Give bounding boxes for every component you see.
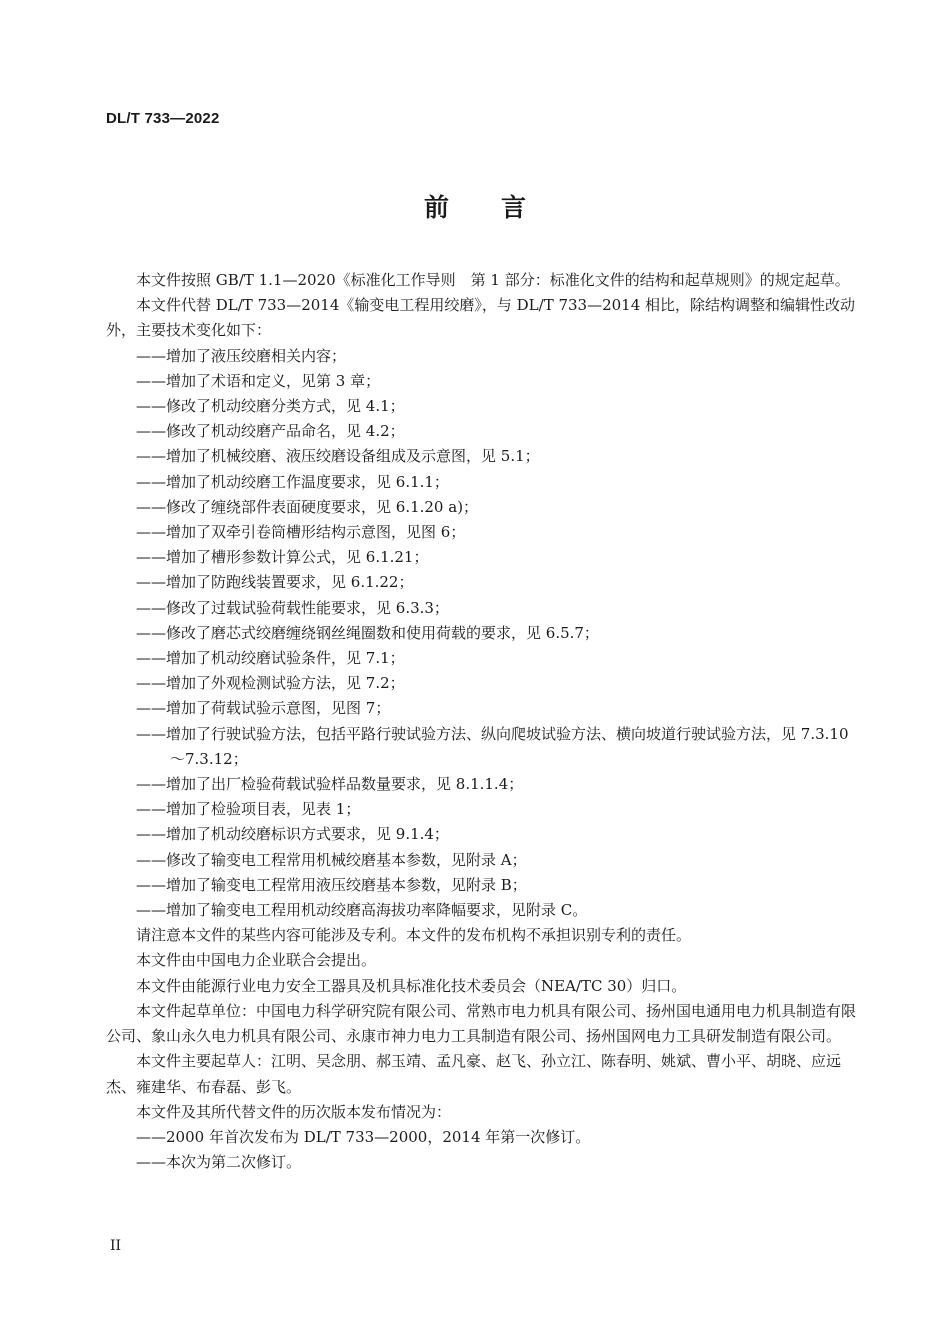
- committee-note: 本文件由能源行业电力安全工器具及机具标准化技术委员会（NEA/TC 30）归口。: [136, 976, 687, 995]
- intro-paragraph-1: 本文件按照 GB/T 1.1—2020《标准化工作导则 第 1 部分：标准化文件的结构和起草规则》的规定起草。: [136, 271, 850, 289]
- change-item: ——增加了防跑线装置要求，见 6.1.22；: [136, 573, 414, 592]
- page-number: II: [110, 1238, 122, 1254]
- page-title: 前言: [423, 193, 578, 222]
- history-intro: 本文件及其所代替文件的历次版本发布情况为：: [136, 1102, 452, 1121]
- change-item: ——增加了行驶试验方法，包括平路行驶试验方法、纵向爬坡试验方法、横向坡道行驶试验方法，见 7.3.10～7.3.12；: [136, 724, 849, 768]
- change-item: ——增加了检验项目表，见表 1；: [136, 800, 361, 819]
- document-body: [106, 268, 858, 1175]
- change-item: ——增加了槽形参数计算公式，见 6.1.21；: [136, 548, 429, 567]
- history-item: ——2000 年首次发布为 DL/T 733—2000，2014 年第一次修订。: [136, 1127, 591, 1146]
- change-item: ——增加了机械绞磨、液压绞磨设备组成及示意图，见 5.1；: [136, 447, 540, 466]
- change-item: ——增加了液压绞磨相关内容；: [136, 346, 347, 365]
- change-item: ——增加了术语和定义，见第 3 章；: [136, 371, 381, 390]
- change-item: ——修改了机动绞磨产品命名，见 4.2；: [136, 422, 405, 441]
- change-item: ——增加了双牵引卷筒槽形结构示意图，见图 6；: [136, 523, 466, 542]
- change-item: ——增加了输变电工程常用液压绞磨基本参数，见附录 B；: [136, 875, 527, 894]
- change-item: ——增加了外观检测试验方法，见 7.2；: [136, 674, 405, 693]
- change-item: ——增加了输变电工程用机动绞磨高海拔功率降幅要求，见附录 C。: [136, 901, 588, 920]
- change-item: ——修改了输变电工程常用机械绞磨基本参数，见附录 A；: [136, 850, 527, 869]
- drafting-units: 本文件起草单位：中国电力科学研究院有限公司、常熟市电力机具有限公司、扬州国电通用电力机具制造有限公司、象山永久电力机具有限公司、永康市神力电力工具制造有限公司、扬州国网电力工具研发制造有限公司。: [106, 1001, 857, 1046]
- change-item: ——修改了缠绕部件表面硬度要求，见 6.1.20 a)；: [136, 497, 479, 516]
- change-item: ——增加了机动绞磨标识方式要求，见 9.1.4；: [136, 825, 449, 844]
- change-item: ——增加了机动绞磨试验条件，见 7.1；: [136, 649, 405, 668]
- change-item: ——增加了出厂检验荷载试验样品数量要求，见 8.1.1.4；: [136, 775, 524, 794]
- change-item: ——增加了机动绞磨工作温度要求，见 6.1.1；: [136, 472, 449, 491]
- change-item: ——修改了磨芯式绞磨缠绕钢丝绳圈数和使用荷载的要求，见 6.5.7；: [136, 623, 599, 642]
- intro-paragraph-2: 本文件代替 DL/T 733—2014《输变电工程用绞磨》，与 DL/T 733—2014 相比，除结构调整和编辑性改动外，主要技术变化如下：: [106, 296, 856, 340]
- drafters: 本文件主要起草人：江明、吴念朋、郝玉靖、孟凡豪、赵飞、孙立江、陈春明、姚斌、曹小平、胡晓、应远杰、雍建华、布春磊、彭飞。: [106, 1052, 842, 1096]
- change-item: ——增加了荷载试验示意图，见图 7；: [136, 699, 391, 718]
- change-item: ——修改了机动绞磨分类方式，见 4.1；: [136, 397, 405, 416]
- history-item: ——本次为第二次修订。: [136, 1153, 302, 1172]
- change-item: ——修改了过载试验荷载性能要求，见 6.3.3；: [136, 598, 449, 617]
- patent-note: 请注意本文件的某些内容可能涉及专利。本文件的发布机构不承担识别专利的责任。: [136, 926, 692, 945]
- proposer-note: 本文件由中国电力企业联合会提出。: [136, 951, 377, 970]
- document-code: DL/T 733—2022: [106, 110, 220, 127]
